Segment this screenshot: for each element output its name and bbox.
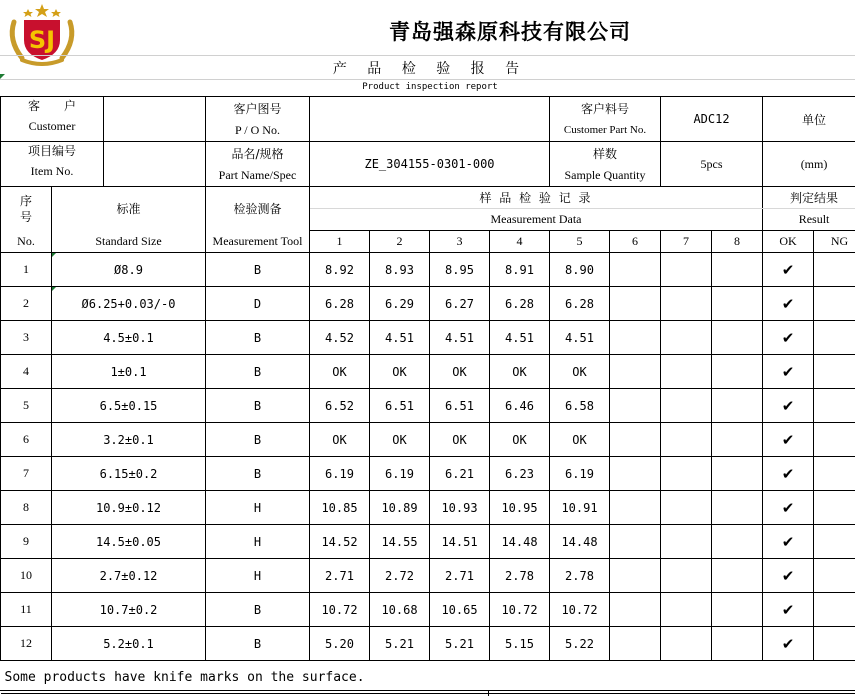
row-number: 8 — [1, 491, 52, 525]
table-row — [1, 491, 855, 525]
standard-size: 4.5±0.1 — [52, 321, 206, 355]
table-row — [1, 525, 855, 559]
footer-divider — [488, 690, 489, 696]
ng-cell[interactable] — [814, 525, 855, 559]
tool-header-cn: 检验测备 — [206, 187, 310, 231]
measurement-cell[interactable] — [661, 321, 712, 355]
row-number: 2 — [1, 287, 52, 321]
measurement-cell[interactable] — [610, 389, 661, 423]
company-name: 青岛强森原科技有限公司 — [389, 20, 631, 44]
table-row — [1, 593, 855, 627]
standard-size: 10.9±0.12 — [52, 491, 206, 525]
measurement-tool: B — [206, 389, 310, 423]
row-number: 11 — [1, 593, 52, 627]
ng-cell[interactable] — [814, 559, 855, 593]
measurement-cell[interactable]: 6.52 — [310, 389, 370, 423]
ok-check-icon[interactable]: ✔ — [763, 593, 814, 627]
measurement-cell[interactable]: OK — [550, 355, 610, 389]
report-title-cn: 产 品 检 验 报 告 — [332, 61, 528, 77]
record-header-cn: 样 品 检 验 记 录 — [310, 187, 763, 209]
measurement-cell[interactable] — [712, 559, 763, 593]
measurement-cell[interactable]: OK — [490, 355, 550, 389]
row-number: 6 — [1, 423, 52, 457]
measurement-cell[interactable]: 2.78 — [550, 559, 610, 593]
measurement-cell[interactable] — [610, 287, 661, 321]
footer-line — [0, 690, 855, 691]
measurement-cell[interactable]: 6.29 — [370, 287, 430, 321]
measurement-cell[interactable] — [712, 321, 763, 355]
measurement-tool: H — [206, 491, 310, 525]
row-number: 4 — [1, 355, 52, 389]
ng-cell[interactable] — [814, 355, 855, 389]
ok-check-icon[interactable]: ✔ — [763, 287, 814, 321]
measurement-cell[interactable]: 4.52 — [310, 321, 370, 355]
ng-cell[interactable] — [814, 457, 855, 491]
company-logo-icon — [4, 2, 80, 66]
measure-col-header: 8 — [712, 231, 763, 253]
measurement-cell[interactable] — [610, 423, 661, 457]
measurement-cell[interactable]: OK — [310, 423, 370, 457]
measurement-cell[interactable] — [610, 559, 661, 593]
measurement-cell[interactable] — [610, 491, 661, 525]
seq-header-cn: 序 号 — [1, 187, 52, 231]
ng-cell[interactable] — [814, 253, 855, 287]
table-row — [1, 287, 855, 321]
measurement-cell[interactable]: 5.21 — [430, 627, 490, 661]
std-header-en: Standard Size — [52, 231, 206, 253]
table-row — [1, 389, 855, 423]
measurement-cell[interactable]: 6.19 — [550, 457, 610, 491]
ok-check-icon[interactable]: ✔ — [763, 525, 814, 559]
sample-value[interactable]: 5pcs — [661, 142, 763, 187]
table-row — [1, 457, 855, 491]
measurement-cell[interactable] — [661, 491, 712, 525]
measurement-cell[interactable]: 6.27 — [430, 287, 490, 321]
unit-label: 单位 — [763, 97, 855, 142]
measurement-cell[interactable]: 10.95 — [490, 491, 550, 525]
sample-label-en: Sample Quantity — [550, 164, 661, 187]
row-number: 1 — [1, 253, 52, 287]
measurement-cell[interactable]: 10.68 — [370, 593, 430, 627]
measurement-cell[interactable]: 4.51 — [490, 321, 550, 355]
po-label-en: P / O No. — [206, 119, 310, 142]
divider — [0, 79, 855, 80]
measurement-cell[interactable]: 14.55 — [370, 525, 430, 559]
measurement-cell[interactable]: 14.52 — [310, 525, 370, 559]
measurement-cell[interactable]: OK — [370, 423, 430, 457]
measurement-cell[interactable]: 2.71 — [310, 559, 370, 593]
measurement-cell[interactable]: 8.92 — [310, 253, 370, 287]
measurement-cell[interactable]: 6.19 — [370, 457, 430, 491]
table-row — [1, 423, 855, 457]
measurement-cell[interactable] — [712, 491, 763, 525]
measurement-cell[interactable] — [610, 457, 661, 491]
measure-col-header: 6 — [610, 231, 661, 253]
table-row — [1, 321, 855, 355]
record-header-en: Measurement Data — [310, 209, 763, 231]
measure-col-header: 2 — [370, 231, 430, 253]
measure-col-header: 3 — [430, 231, 490, 253]
measurement-cell[interactable]: 2.72 — [370, 559, 430, 593]
measurement-cell[interactable]: OK — [370, 355, 430, 389]
measure-col-header: 5 — [550, 231, 610, 253]
measurement-cell[interactable]: 6.51 — [370, 389, 430, 423]
customer-label-cn: 客 户 — [1, 97, 206, 120]
part-value[interactable]: ADC12 — [661, 97, 763, 142]
measurement-cell[interactable]: OK — [430, 355, 490, 389]
measurement-cell[interactable] — [661, 593, 712, 627]
measure-col-header: 1 — [310, 231, 370, 253]
measurement-tool: B — [206, 321, 310, 355]
measurement-cell[interactable] — [610, 593, 661, 627]
row-number: 5 — [1, 389, 52, 423]
report-title-en: Product inspection report — [362, 82, 498, 92]
seq-header-en: No. — [1, 231, 52, 253]
measurement-tool: D — [206, 287, 310, 321]
measurement-cell[interactable] — [661, 457, 712, 491]
ok-check-icon[interactable]: ✔ — [763, 321, 814, 355]
result-header-cn: 判定结果 — [763, 187, 855, 209]
measurement-cell[interactable]: 8.95 — [430, 253, 490, 287]
name-label-en: Part Name/Spec — [206, 164, 310, 187]
row-number: 9 — [1, 525, 52, 559]
cell-marker — [0, 74, 5, 79]
ok-check-icon[interactable]: ✔ — [763, 355, 814, 389]
measurement-cell[interactable]: 5.15 — [490, 627, 550, 661]
name-label-cn: 品名/规格 — [206, 142, 310, 165]
measurement-cell[interactable] — [610, 321, 661, 355]
measurement-cell[interactable] — [610, 253, 661, 287]
report-header — [0, 0, 855, 96]
measurement-cell[interactable] — [712, 593, 763, 627]
measurement-cell[interactable]: 14.48 — [550, 525, 610, 559]
measurement-cell[interactable] — [661, 355, 712, 389]
result-header-en: Result — [763, 209, 855, 231]
standard-size: 3.2±0.1 — [52, 423, 206, 457]
svg-text:SJ: SJ — [28, 26, 56, 54]
measurement-cell[interactable] — [661, 525, 712, 559]
standard-size: Ø8.9 — [52, 253, 206, 287]
measurement-cell[interactable]: 6.19 — [310, 457, 370, 491]
measurement-cell[interactable]: 6.28 — [310, 287, 370, 321]
measurement-tool: B — [206, 457, 310, 491]
po-label-cn: 客户图号 — [206, 97, 310, 120]
part-label-cn: 客户料号 — [550, 97, 661, 120]
ok-check-icon[interactable]: ✔ — [763, 559, 814, 593]
unit-value: (mm) — [763, 142, 855, 187]
measurement-cell[interactable] — [661, 627, 712, 661]
ng-header: NG — [814, 231, 855, 253]
measurement-cell[interactable]: 10.72 — [310, 593, 370, 627]
measurement-cell[interactable]: 6.28 — [550, 287, 610, 321]
measurement-cell[interactable] — [661, 389, 712, 423]
measurement-cell[interactable]: 2.71 — [430, 559, 490, 593]
ok-header: OK — [763, 231, 814, 253]
row-number: 7 — [1, 457, 52, 491]
table-row — [1, 559, 855, 593]
measurement-cell[interactable]: 10.72 — [490, 593, 550, 627]
measurement-cell[interactable]: 10.85 — [310, 491, 370, 525]
measurement-cell[interactable]: 14.48 — [490, 525, 550, 559]
measurement-tool: H — [206, 559, 310, 593]
ng-cell[interactable] — [814, 627, 855, 661]
measurement-cell[interactable] — [712, 457, 763, 491]
measurement-cell[interactable]: 14.51 — [430, 525, 490, 559]
standard-size: 14.5±0.05 — [52, 525, 206, 559]
remark-note: Some products have knife marks on the surface. — [1, 661, 855, 694]
measurement-cell[interactable]: 8.90 — [550, 253, 610, 287]
measurement-cell[interactable] — [661, 423, 712, 457]
measurement-cell[interactable] — [712, 525, 763, 559]
standard-size: 10.7±0.2 — [52, 593, 206, 627]
measurement-tool: B — [206, 355, 310, 389]
measurement-cell[interactable] — [661, 287, 712, 321]
table-row — [1, 253, 855, 287]
measurement-cell[interactable] — [661, 559, 712, 593]
ok-check-icon[interactable]: ✔ — [763, 253, 814, 287]
ok-check-icon[interactable]: ✔ — [763, 627, 814, 661]
item-label-en: Item No. — [1, 164, 206, 187]
row-number: 10 — [1, 559, 52, 593]
ok-check-icon[interactable]: ✔ — [763, 457, 814, 491]
measurement-cell[interactable]: 6.46 — [490, 389, 550, 423]
measure-col-header: 4 — [490, 231, 550, 253]
measurement-cell[interactable]: 2.78 — [490, 559, 550, 593]
standard-size: 1±0.1 — [52, 355, 206, 389]
measurement-cell[interactable]: 6.23 — [490, 457, 550, 491]
measurement-tool: H — [206, 525, 310, 559]
measurement-cell[interactable]: 8.91 — [490, 253, 550, 287]
measurement-cell[interactable]: 10.65 — [430, 593, 490, 627]
measurement-cell[interactable]: 8.93 — [370, 253, 430, 287]
measurement-cell[interactable] — [712, 627, 763, 661]
measurement-tool: B — [206, 593, 310, 627]
measurement-cell[interactable]: 10.89 — [370, 491, 430, 525]
measurement-cell[interactable]: OK — [310, 355, 370, 389]
customer-label-en: Customer — [1, 119, 206, 142]
measurement-cell[interactable] — [661, 253, 712, 287]
measurement-cell[interactable]: OK — [550, 423, 610, 457]
measurement-cell[interactable]: 4.51 — [370, 321, 430, 355]
measure-col-header: 7 — [661, 231, 712, 253]
part-name-value[interactable]: ZE_304155-0301-000 — [310, 142, 550, 187]
po-value[interactable] — [310, 97, 550, 142]
measurement-cell[interactable]: 6.21 — [430, 457, 490, 491]
ng-cell[interactable] — [814, 423, 855, 457]
measurement-cell[interactable] — [712, 389, 763, 423]
ng-cell[interactable] — [814, 389, 855, 423]
measurement-cell[interactable] — [610, 627, 661, 661]
measurement-cell[interactable] — [610, 355, 661, 389]
measurement-cell[interactable]: 5.20 — [310, 627, 370, 661]
measurement-cell[interactable] — [712, 423, 763, 457]
measurement-cell[interactable]: 4.51 — [550, 321, 610, 355]
measurement-rows — [1, 253, 855, 661]
standard-size: Ø6.25+0.03/-0 — [52, 287, 206, 321]
standard-size: 6.5±0.15 — [52, 389, 206, 423]
row-number: 3 — [1, 321, 52, 355]
part-label-en: Customer Part No. — [550, 119, 661, 142]
table-row — [1, 627, 855, 661]
measurement-tool: B — [206, 627, 310, 661]
measurement-cell[interactable]: 6.58 — [550, 389, 610, 423]
measurement-cell[interactable]: 5.22 — [550, 627, 610, 661]
measurement-cell[interactable]: 10.72 — [550, 593, 610, 627]
ok-check-icon[interactable]: ✔ — [763, 491, 814, 525]
measurement-cell[interactable]: OK — [490, 423, 550, 457]
row-number: 12 — [1, 627, 52, 661]
measurement-tool: B — [206, 423, 310, 457]
measurement-cell[interactable]: 10.91 — [550, 491, 610, 525]
measurement-cell[interactable]: 4.51 — [430, 321, 490, 355]
measurement-tool: B — [206, 253, 310, 287]
ng-cell[interactable] — [814, 491, 855, 525]
standard-size: 6.15±0.2 — [52, 457, 206, 491]
sample-label-cn: 样数 — [550, 142, 661, 165]
tool-header-en: Measurement Tool — [206, 231, 310, 253]
standard-size: 2.7±0.12 — [52, 559, 206, 593]
ok-check-icon[interactable]: ✔ — [763, 389, 814, 423]
ng-cell[interactable] — [814, 321, 855, 355]
inspection-table — [0, 96, 855, 694]
measurement-cell[interactable]: OK — [430, 423, 490, 457]
standard-size: 5.2±0.1 — [52, 627, 206, 661]
item-label-cn: 项目编号 — [1, 142, 206, 165]
ng-cell[interactable] — [814, 593, 855, 627]
measurement-cell[interactable] — [610, 525, 661, 559]
std-header-cn: 标准 — [52, 187, 206, 231]
measurement-cell[interactable] — [712, 287, 763, 321]
table-row — [1, 355, 855, 389]
measurement-cell[interactable]: 5.21 — [370, 627, 430, 661]
measurement-cell[interactable] — [712, 253, 763, 287]
measurement-cell[interactable]: 10.93 — [430, 491, 490, 525]
measurement-cell[interactable] — [712, 355, 763, 389]
measurement-cell[interactable]: 6.51 — [430, 389, 490, 423]
divider — [0, 55, 855, 56]
ng-cell[interactable] — [814, 287, 855, 321]
measurement-cell[interactable]: 6.28 — [490, 287, 550, 321]
ok-check-icon[interactable]: ✔ — [763, 423, 814, 457]
